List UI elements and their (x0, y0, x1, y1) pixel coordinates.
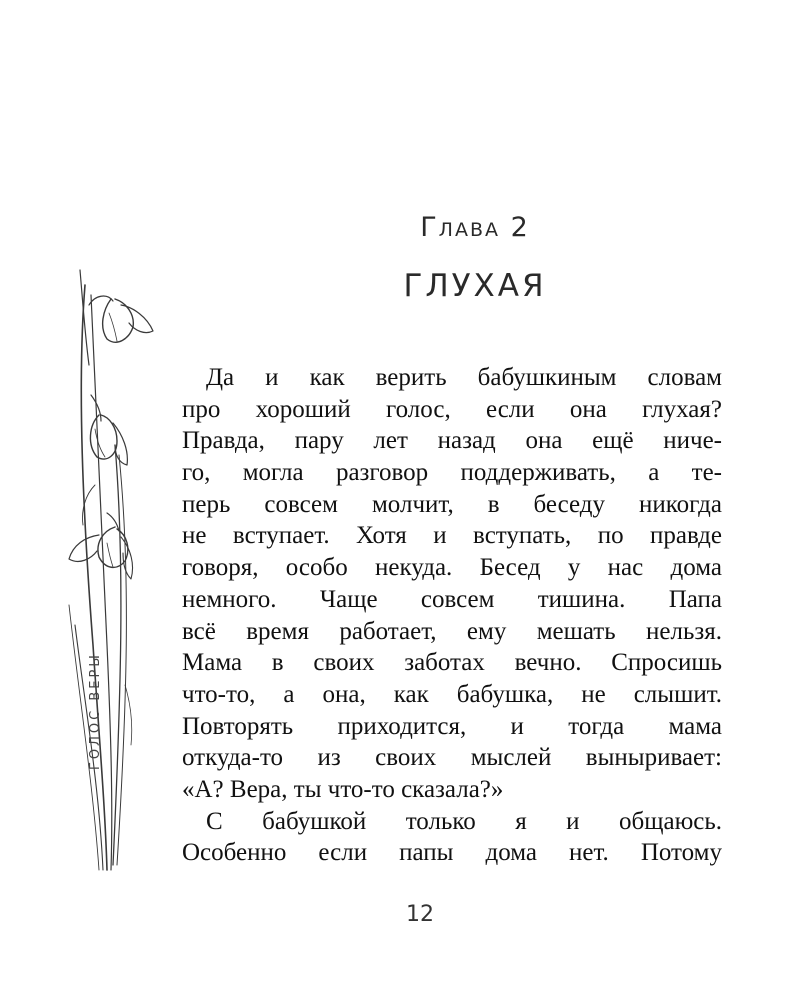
text-line: Да и как верить бабушкиным словам (206, 364, 722, 391)
text-line: Правда, пару лет назад она ещё ниче- (182, 427, 722, 455)
text-line: немного. Чаще совсем тишина. Папа (182, 585, 722, 613)
snowdrop-illustration (55, 265, 165, 875)
text-line: всё время работает, ему мешать нельзя. (182, 617, 722, 645)
chapter-label: Глава 2 (420, 212, 530, 243)
text-line: го, могла разговор поддерживать, а те- (182, 459, 722, 487)
text-line: Повторять приходится, и тогда мама (182, 712, 722, 740)
text-line: Особенно если папы дома нет. Потому (182, 839, 722, 867)
text-line: откуда-то из своих мыслей выныривает: (182, 744, 722, 772)
text-line: говоря, особо некуда. Бесед у нас дома (182, 554, 722, 582)
text-line: перь совсем молчит, в беседу никогда (182, 490, 722, 518)
text-line: Мама в своих заботах вечно. Спросишь (182, 649, 722, 677)
side-caption: ГОЛОС ВЕРЫ (88, 652, 103, 770)
page-number: 12 (406, 902, 434, 927)
body-text (182, 362, 722, 869)
text-line: не вступает. Хотя и вступать, по правде (182, 522, 722, 550)
text-line: С бабушкой только я и общаюсь. (206, 807, 722, 835)
text-line: про хороший голос, если она глухая? (182, 395, 722, 423)
text-line: «А? Вера, ты что-то сказала?» (182, 775, 504, 803)
text-line: что-то, а она, как бабушка, не слышит. (182, 680, 722, 708)
chapter-title: ГЛУХАЯ (403, 268, 547, 304)
